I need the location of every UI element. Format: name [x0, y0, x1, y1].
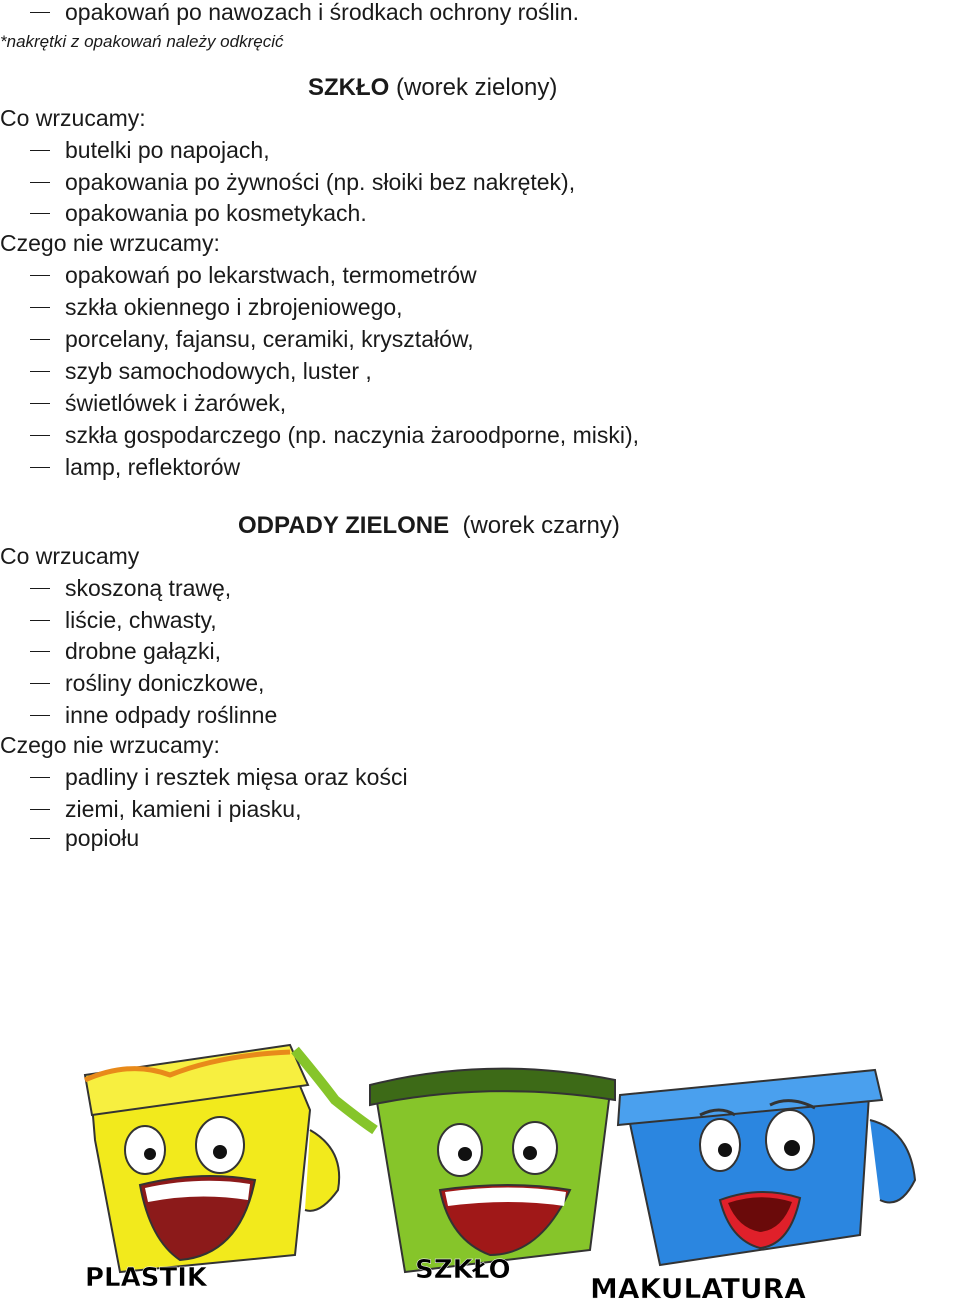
- list-item: [30, 420, 639, 450]
- list-item-text: lamp, reflektorów: [65, 454, 241, 480]
- list-item: [30, 452, 240, 482]
- section-label: Co wrzucamy: [0, 543, 140, 569]
- list-item: [30, 605, 217, 635]
- dash-bullet: [30, 809, 50, 810]
- plastic-bin: [85, 1045, 339, 1272]
- list-item: [30, 198, 367, 228]
- list-item-text: opakowania po kosmetykach.: [65, 200, 367, 226]
- dash-bullet: [30, 12, 50, 13]
- list-item: [30, 636, 221, 666]
- list-item-text: drobne gałązki,: [65, 638, 221, 664]
- dash-bullet: [30, 371, 50, 372]
- paper-bin: [618, 1070, 915, 1265]
- dash-bullet: [30, 467, 50, 468]
- dash-bullet: [30, 683, 50, 684]
- list-item-text: szkła okiennego i zbrojeniowego,: [65, 294, 403, 320]
- list-item-text: rośliny doniczkowe,: [65, 670, 265, 696]
- list-item: [30, 388, 286, 418]
- list-item: [30, 260, 477, 290]
- dash-bullet: [30, 307, 50, 308]
- list-item: [30, 0, 579, 27]
- list-item: [30, 573, 231, 603]
- glass-bin: [295, 1050, 615, 1272]
- section-heading-glass: [308, 73, 557, 103]
- bin-label-plastic: PLASTIK: [85, 1263, 208, 1293]
- list-item-text: opakowania po żywności (np. słoiki bez nakrętek),: [65, 169, 576, 195]
- section-subtitle: (worek czarny): [462, 512, 620, 539]
- list-item: [30, 700, 277, 730]
- recycling-bins-illustration: [70, 1040, 960, 1302]
- note: *nakrętki z opakowań należy odkręcić: [0, 32, 284, 51]
- dash-bullet: [30, 777, 50, 778]
- list-item: [30, 823, 139, 853]
- list-item: [30, 794, 301, 824]
- section-subtitle: (worek zielony): [396, 74, 558, 101]
- section-heading-green: [238, 511, 620, 541]
- dash-bullet: [30, 715, 50, 716]
- list-item-text: szkła gospodarczego (np. naczynia żaroodporne, miski),: [65, 422, 640, 448]
- list-item: [30, 167, 575, 197]
- dash-bullet: [30, 588, 50, 589]
- section-title: SZKŁO: [308, 74, 390, 101]
- list-item: [30, 292, 403, 322]
- dash-bullet: [30, 651, 50, 652]
- dash-bullet: [30, 275, 50, 276]
- list-item-text: porcelany, fajansu, ceramiki, kryształów,: [65, 326, 474, 352]
- dash-bullet: [30, 403, 50, 404]
- dash-bullet: [30, 182, 50, 183]
- dash-bullet: [30, 339, 50, 340]
- list-item-text: świetlówek i żarówek,: [65, 390, 287, 416]
- list-item: [30, 762, 408, 792]
- list-item: [30, 668, 264, 698]
- list-item: [30, 356, 372, 386]
- section-label: Czego nie wrzucamy:: [0, 732, 220, 758]
- dash-bullet: [30, 620, 50, 621]
- section-label: Czego nie wrzucamy:: [0, 230, 220, 256]
- list-item-text: opakowań po nawozach i środkach ochrony roślin.: [65, 0, 579, 25]
- list-item: [30, 135, 270, 165]
- list-item-text: liście, chwasty,: [65, 607, 217, 633]
- dash-bullet: [30, 213, 50, 214]
- list-item-text: popiołu: [65, 825, 140, 851]
- list-item-text: opakowań po lekarstwach, termometrów: [65, 262, 477, 288]
- bin-label-paper: MAKULATURA: [590, 1272, 806, 1302]
- section-title: ODPADY ZIELONE: [238, 512, 450, 539]
- list-item-text: szyb samochodowych, luster ,: [65, 358, 372, 384]
- list-item-text: butelki po napojach,: [65, 137, 270, 163]
- list-item-text: ziemi, kamieni i piasku,: [65, 796, 302, 822]
- list-item: [30, 324, 474, 354]
- dash-bullet: [30, 838, 50, 839]
- dash-bullet: [30, 435, 50, 436]
- section-label: Co wrzucamy:: [0, 105, 146, 131]
- list-item-text: inne odpady roślinne: [65, 702, 278, 728]
- list-item-text: skoszoną trawę,: [65, 575, 232, 601]
- list-item-text: padliny i resztek mięsa oraz kości: [65, 764, 408, 790]
- dash-bullet: [30, 150, 50, 151]
- bin-label-glass: SZKŁO: [415, 1255, 511, 1285]
